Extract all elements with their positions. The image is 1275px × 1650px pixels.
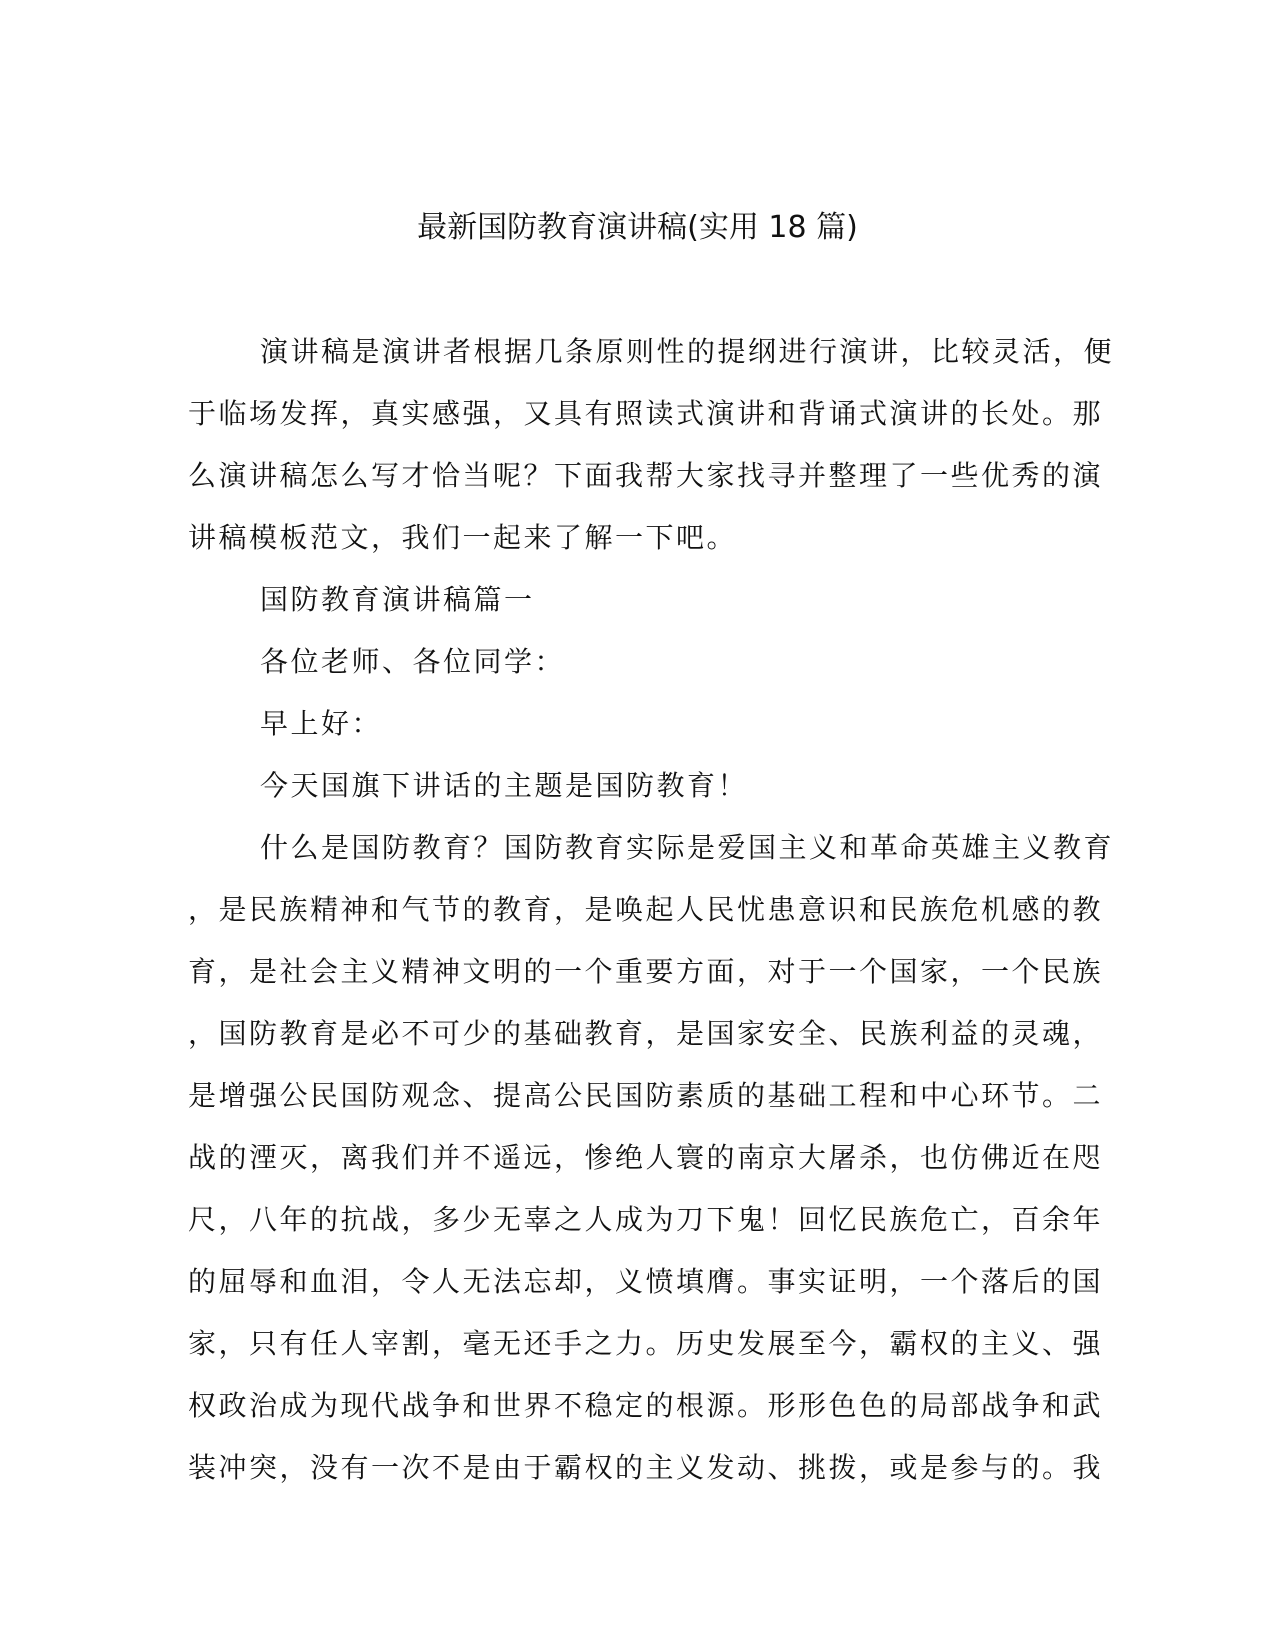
paragraph-line: 战的湮灭，离我们并不遥远，惨绝人寰的南京大屠杀，也仿佛近在咫 xyxy=(188,1141,1104,1174)
paragraph-line: 尺，八年的抗战，多少无辜之人成为刀下鬼！回忆民族危亡，百余年 xyxy=(188,1203,1104,1236)
paragraph-line: 于临场发挥，真实感强，又具有照读式演讲和背诵式演讲的长处。那 xyxy=(188,397,1104,430)
paragraph-line: 讲稿模板范文，我们一起来了解一下吧。 xyxy=(188,521,738,554)
paragraph-line: 权政治成为现代战争和世界不稳定的根源。形形色色的局部战争和武 xyxy=(188,1389,1104,1422)
document-body xyxy=(188,334,1115,1512)
paragraph-line: 么演讲稿怎么写才恰当呢？下面我帮大家找寻并整理了一些优秀的演 xyxy=(188,459,1104,492)
document-title: 最新国防教育演讲稿(实用 18 篇) xyxy=(417,210,858,245)
paragraph-line: 是增强公民国防观念、提高公民国防素质的基础工程和中心环节。二 xyxy=(188,1079,1104,1112)
paragraph-line: 什么是国防教育？国防教育实际是爱国主义和革命英雄主义教育 xyxy=(260,831,1115,864)
paragraph-line: 的屈辱和血泪，令人无法忘却，义愤填膺。事实证明，一个落后的国 xyxy=(188,1265,1104,1298)
salutation: 各位老师、各位同学： xyxy=(260,645,566,678)
paragraph-line: ，是民族精神和气节的教育，是唤起人民忧患意识和民族危机感的教 xyxy=(188,893,1104,926)
paragraph-line: 育，是社会主义精神文明的一个重要方面，对于一个国家，一个民族 xyxy=(188,955,1104,988)
topic-line: 今天国旗下讲话的主题是国防教育！ xyxy=(260,769,749,802)
paragraph-line: 家，只有任人宰割，毫无还手之力。历史发展至今，霸权的主义、强 xyxy=(188,1327,1104,1360)
paragraph-line: ，国防教育是必不可少的基础教育，是国家安全、民族利益的灵魂， xyxy=(188,1017,1104,1050)
greeting: 早上好： xyxy=(260,707,383,740)
section-heading: 国防教育演讲稿篇一 xyxy=(260,583,535,616)
paragraph-line: 演讲稿是演讲者根据几条原则性的提纲进行演讲，比较灵活，便 xyxy=(260,335,1115,368)
paragraph-line: 装冲突，没有一次不是由于霸权的主义发动、挑拨，或是参与的。我 xyxy=(188,1451,1104,1484)
